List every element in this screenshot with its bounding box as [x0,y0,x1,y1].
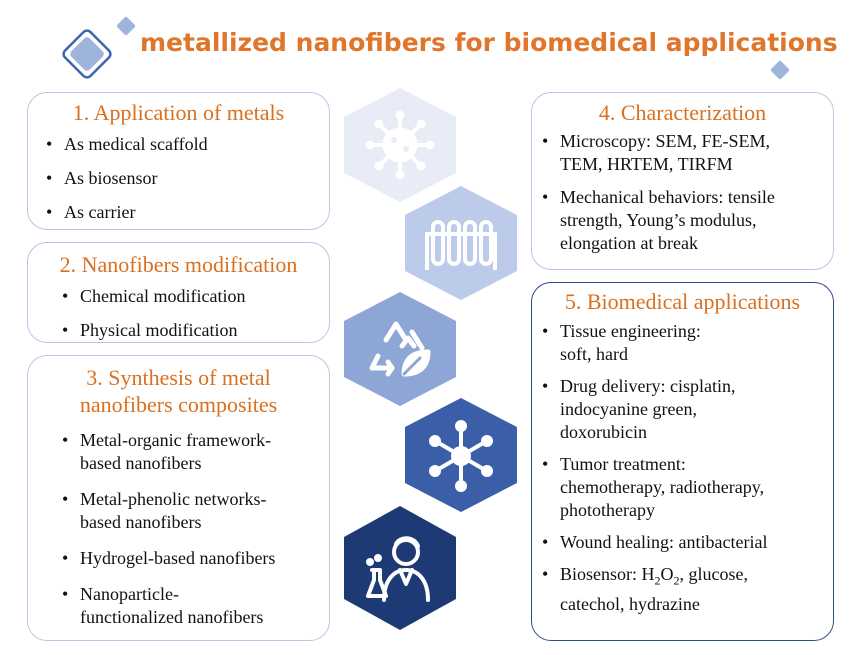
bullet-list [42,133,322,224]
section-synthesis [27,355,330,641]
section-title-line1: 3. Synthesis of metal [86,365,271,390]
list-item [58,583,324,629]
virus-icon [366,111,434,179]
section-title: 5. Biomedical applications [564,289,801,314]
list-item-line: phototherapy [560,500,655,520]
biosensor-mid: O [660,564,674,584]
list-item-line: elongation at break [560,233,698,253]
list-item-line: based nanofibers [80,453,202,473]
list-item: • As carrier [42,201,322,224]
list-item-line [560,563,832,593]
bullet-list [58,285,323,342]
list-item [538,375,832,444]
list-item-line: TEM, HRTEM, TIRFM [560,154,733,174]
list-item [58,488,324,534]
list-item-line: • Nanoparticle- [80,584,179,604]
bullet-list [58,429,324,629]
list-item-line: • Drug delivery: cisplatin, [560,376,736,396]
list-item [58,547,324,570]
decorative-diamond-small-top [114,14,138,38]
list-item: • Chemical modification [58,285,323,308]
section-nanofibers-modification [27,242,330,343]
hexagon-test-tubes [401,184,521,302]
list-item-line: • Tumor treatment: [560,454,686,474]
subscript: 2 [654,573,661,588]
bullet-list [538,320,832,616]
list-item-line: • Metal-phenolic networks- [80,489,267,509]
list-item-line: functionalized nanofibers [80,607,264,627]
list-item-line: strength, Young’s modulus, [560,210,757,230]
list-item-biosensor [538,563,832,616]
section-title-line2: nanofibers composites [79,392,278,417]
section-application-of-metals [27,92,330,230]
list-item: • As medical scaffold [42,133,322,156]
list-item-line: • Wound healing: antibacterial [560,532,768,552]
section-characterization [531,92,834,270]
list-item-line: • Mechanical behaviors: tensile [560,187,775,207]
list-item [538,320,832,366]
list-item [538,130,832,176]
section-title: 1. Application of metals [72,100,285,125]
section-biomedical-applications [531,282,834,641]
hexagon-scientist [340,504,460,632]
list-item-line: catechol, hydrazine [560,593,700,614]
list-item-line: soft, hard [560,344,628,364]
list-item: • As biosensor [42,167,322,190]
list-item [58,429,324,475]
list-item-line: indocyanine green, [560,399,697,419]
list-item-line: chemotherapy, radiotherapy, [560,477,765,497]
list-item [538,453,832,522]
section-title: 4. Characterization [598,100,767,125]
hexagon-recycle [340,290,460,408]
bullet-list [538,130,832,255]
biosensor-prefix: Biosensor: H [560,564,655,584]
list-item-line: based nanofibers [80,512,202,532]
decorative-diamond-small-right [768,58,792,82]
hexagon-molecule [401,396,521,514]
list-item [538,531,832,554]
list-item-line: • Microscopy: SEM, FE-SEM, [560,131,771,151]
section-title: 2. Nanofibers modification [59,252,298,277]
list-item-line: doxorubicin [560,422,647,442]
list-item-line: • Metal-organic framework- [80,430,272,450]
list-item-line: • Tissue engineering: [560,321,701,341]
biosensor-suffix: , glucose, [679,564,748,584]
list-item-line: • Hydrogel-based nanofibers [80,548,276,568]
list-item: • Physical modification [58,319,323,342]
subscript: 2 [673,573,680,588]
page-title: metallized nanofibers for biomedical applications [140,28,838,57]
decorative-diamond-large [57,24,117,84]
list-item [538,186,832,255]
